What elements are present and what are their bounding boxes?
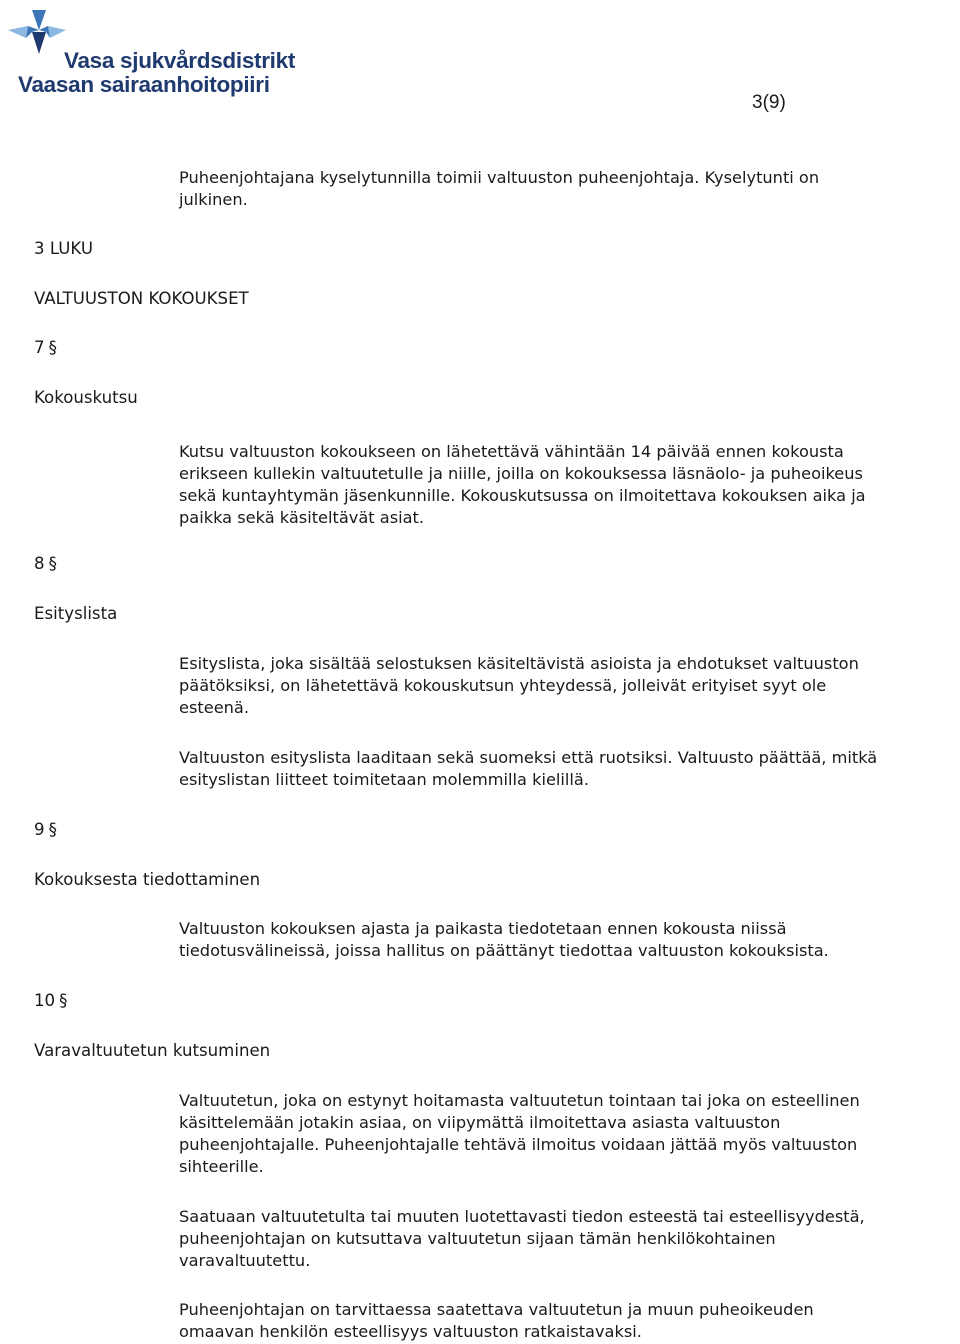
text-line: käsittelemään jotakin asiaa, on viipymättä ilmoitettava asiasta valtuuston — [179, 1113, 781, 1132]
section-title-8: Esityslista — [34, 604, 118, 623]
text-line: esteenä. — [179, 698, 249, 717]
text-line: julkinen. — [179, 190, 248, 209]
cross-logo-icon — [8, 8, 68, 56]
section-9-paragraph-1 — [179, 918, 960, 962]
text-line: paikka sekä käsiteltävät asiat. — [179, 508, 425, 527]
section-number: 8 — [34, 554, 45, 573]
text-line: Valtuuston kokouksen ajasta ja paikasta tiedotetaan ennen kokousta niissä — [179, 919, 787, 938]
text-line: puheenjohtajalle. Puheenjohtajalle tehtävä ilmoitus voidaan jättää myös valtuuston — [179, 1135, 858, 1154]
section-10-paragraph-3 — [179, 1299, 960, 1343]
chapter-number: 3 LUKU — [34, 239, 93, 258]
text-line: tiedotusvälineissä, joissa hallitus on päättänyt tiedottaa valtuuston kokouksista. — [179, 941, 829, 960]
section-heading-9 — [34, 819, 57, 841]
text-line: omaavan henkilön esteellisyys valtuuston ratkaistavaksi. — [179, 1322, 642, 1341]
chapter-title: VALTUUSTON KOKOUKSET — [34, 289, 249, 308]
logo-name-swedish: Vasa sjukvårdsdistrikt — [64, 48, 296, 73]
section-10-paragraph-1 — [179, 1090, 960, 1178]
section-title-7: Kokouskutsu — [34, 388, 138, 407]
text-line: sekä kuntayhtymän jäsenkunnille. Kokouskutsussa on ilmoitettava kokouksen aika ja — [179, 486, 866, 505]
section-10-paragraph-2 — [179, 1206, 960, 1272]
text-line: puheenjohtajan on kutsuttava valtuutetun sijaan tämän henkilökohtainen — [179, 1229, 776, 1248]
organization-logo — [8, 8, 298, 100]
section-heading-8 — [34, 553, 57, 575]
text-line: erikseen kullekin valtuutetulle ja niille, joilla on kokouksessa läsnäolo- ja puheoikeus — [179, 464, 863, 483]
section-sign: § — [48, 338, 57, 357]
section-sign: § — [59, 991, 68, 1010]
section-number: 9 — [34, 820, 45, 839]
section-8-paragraph-2 — [179, 747, 960, 791]
section-7-paragraph-1 — [179, 441, 960, 529]
text-line: Saatuaan valtuutetulta tai muuten luotettavasti tiedon esteestä tai esteellisyydestä, — [179, 1207, 865, 1226]
text-line: varavaltuutettu. — [179, 1251, 311, 1270]
section-8-paragraph-1 — [179, 653, 960, 719]
section-title-9: Kokouksesta tiedottaminen — [34, 870, 261, 889]
text-line: päätöksiksi, on lähetettävä kokouskutsun yhteydessä, jolleivät erityiset syyt ole — [179, 676, 827, 695]
text-line: Puheenjohtajana kyselytunnilla toimii valtuuston puheenjohtaja. Kyselytunti on — [179, 168, 820, 187]
text-line: Puheenjohtajan on tarvittaessa saatettava valtuutetun ja muun puheoikeuden — [179, 1300, 814, 1319]
text-line: sihteerille. — [179, 1157, 264, 1176]
text-line: esityslistan liitteet toimitetaan molemmilla kielillä. — [179, 770, 589, 789]
section-heading-7 — [34, 337, 57, 359]
section-number: 10 — [34, 991, 56, 1010]
section-sign: § — [48, 820, 57, 839]
text-line: Kutsu valtuuston kokoukseen on lähetettävä vähintään 14 päivää ennen kokousta — [179, 442, 844, 461]
section-title-10: Varavaltuutetun kutsuminen — [34, 1041, 271, 1060]
section-number: 7 — [34, 338, 45, 357]
intro-paragraph — [179, 167, 960, 211]
page-number: 3(9) — [752, 92, 786, 113]
text-line: Valtuutetun, joka on estynyt hoitamasta valtuutetun tointaan tai joka on esteellinen — [179, 1091, 860, 1110]
section-heading-10 — [34, 990, 67, 1012]
text-line: Valtuuston esityslista laaditaan sekä suomeksi että ruotsiksi. Valtuusto päättää, mitkä — [179, 748, 878, 767]
section-sign: § — [48, 554, 57, 573]
logo-name-finnish: Vaasan sairaanhoitopiiri — [18, 72, 270, 97]
text-line: Esityslista, joka sisältää selostuksen käsiteltävistä asioista ja ehdotukset valtuuston — [179, 654, 859, 673]
